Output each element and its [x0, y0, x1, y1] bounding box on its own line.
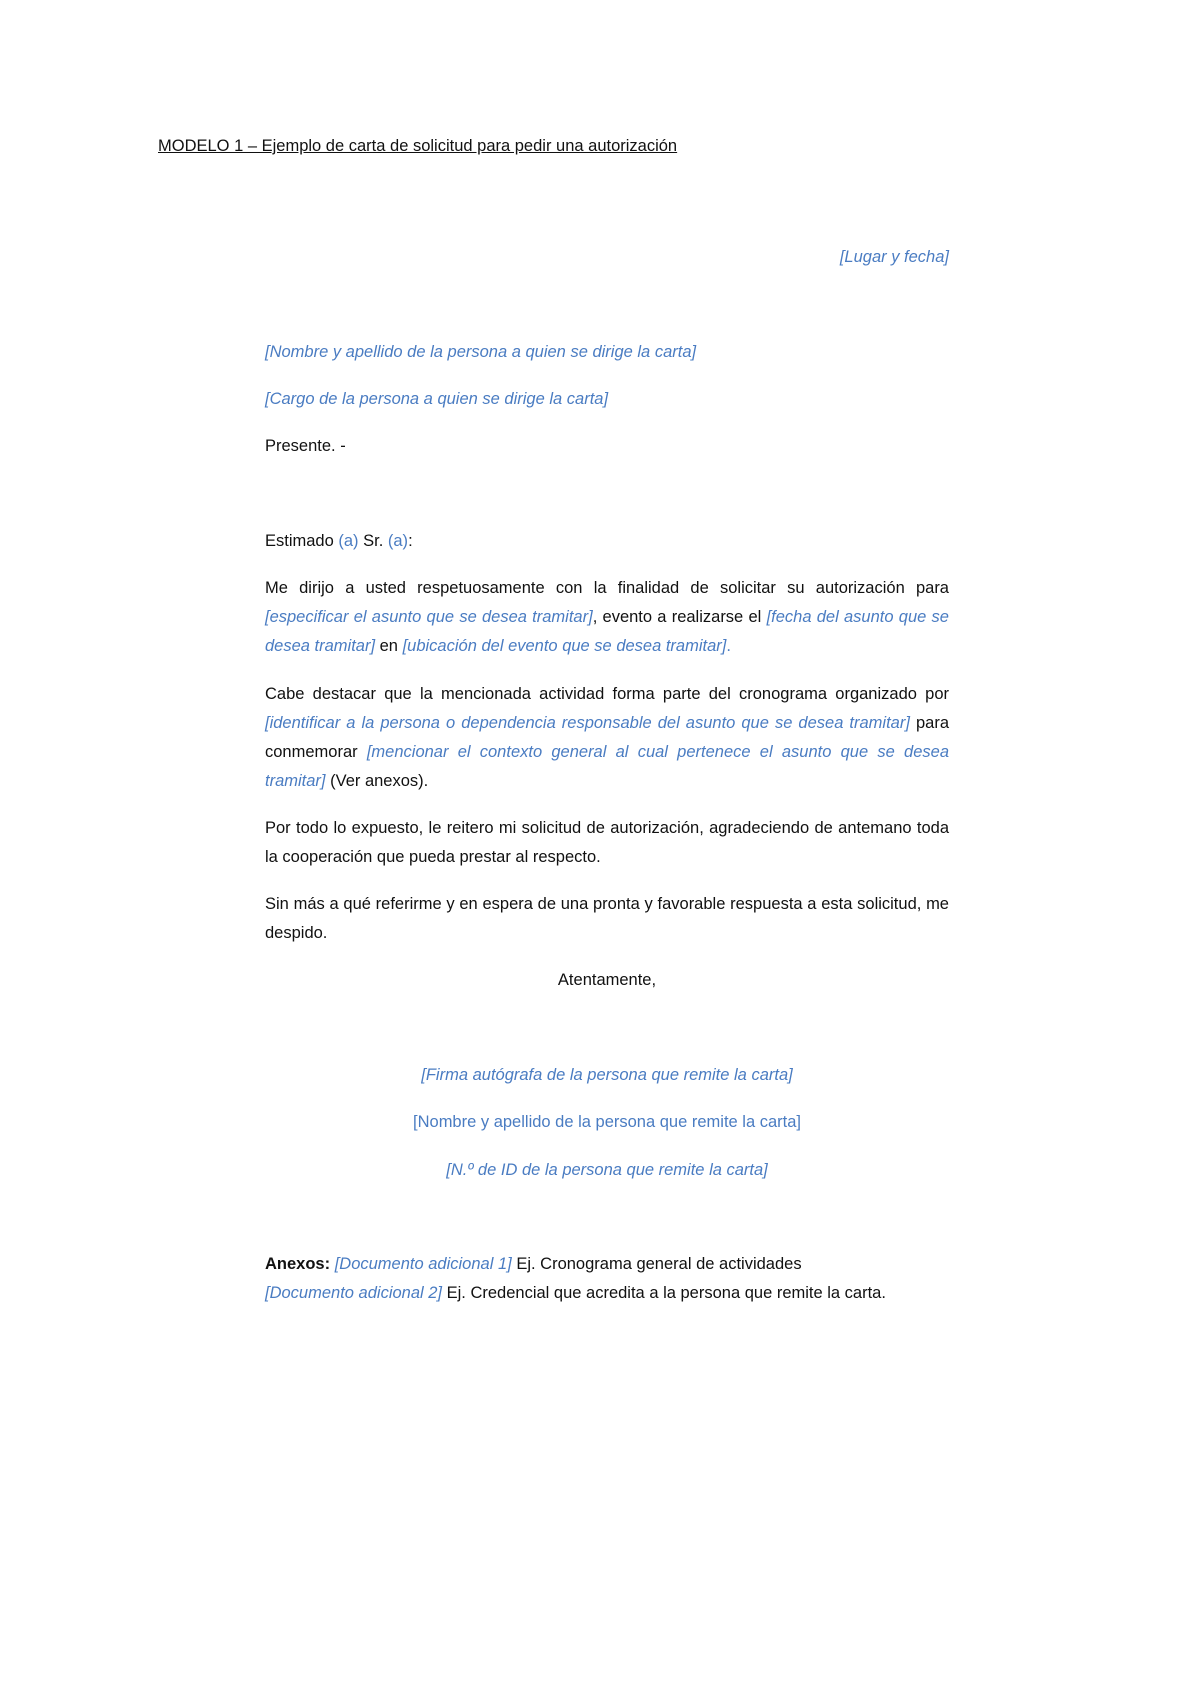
- greeting-text: Sr.: [358, 532, 388, 550]
- greeting: [265, 527, 413, 556]
- annex-1-placeholder: [Documento adicional 1]: [334, 1255, 512, 1273]
- text: Me dirijo a usted respetuosamente con la finalidad de solicitar su autorización para: [265, 579, 949, 597]
- greeting-text: :: [408, 532, 413, 550]
- place-date-placeholder: [Lugar y fecha]: [839, 248, 949, 266]
- closing: Atentamente,: [557, 971, 657, 989]
- annexes-label: Anexos:: [265, 1255, 331, 1273]
- paragraph-2: [265, 680, 949, 796]
- text: Cabe destacar que la mencionada actividad forma parte del cronograma organizado por: [265, 685, 949, 703]
- text: (Ver anexos).: [325, 772, 429, 790]
- paragraph-1: [265, 574, 949, 661]
- annex-2-placeholder: [Documento adicional 2]: [265, 1284, 443, 1302]
- sender-id-placeholder: [N.º de ID de la persona que remite la carta]: [446, 1161, 768, 1179]
- text: , evento a realizarse el: [592, 608, 767, 626]
- paragraph-4: Sin más a qué referirme y en espera de una pronta y favorable respuesta a esta solicitud, me despido.: [265, 895, 949, 942]
- text: .: [726, 637, 731, 655]
- recipient-role-placeholder: [Cargo de la persona a quien se dirige la carta]: [265, 390, 609, 408]
- greeting-placeholder: (a): [387, 532, 409, 550]
- paragraph-3: Por todo lo expuesto, le reitero mi solicitud de autorización, agradeciendo de antemano toda la cooperación que pueda prestar al respecto.: [265, 819, 949, 866]
- placeholder: [identificar a la persona o dependencia responsable del asunto que se desea tramitar]: [265, 714, 910, 732]
- sender-name-placeholder: [Nombre y apellido de la persona que remite la carta]: [413, 1113, 801, 1131]
- text: en: [375, 637, 403, 655]
- document-title: MODELO 1 – Ejemplo de carta de solicitud para pedir una autorización: [158, 137, 678, 155]
- placeholder: [fecha del asunto que se desea tramitar]: [265, 608, 949, 655]
- placeholder: [ubicación del evento que se desea tramitar]: [402, 637, 727, 655]
- placeholder: [mencionar el contexto general al cual pertenece el asunto que se desea tramitar]: [265, 743, 949, 790]
- recipient-name-placeholder: [Nombre y apellido de la persona a quien se dirige la carta]: [265, 343, 697, 361]
- signature-placeholder: [Firma autógrafa de la persona que remite la carta]: [421, 1066, 793, 1084]
- placeholder: [especificar el asunto que se desea tramitar]: [265, 608, 593, 626]
- greeting-placeholder: (a): [338, 532, 359, 550]
- annex-2-description: Ej. Credencial que acredita a la persona que remite la carta.: [442, 1284, 886, 1302]
- annex-1-description: Ej. Cronograma general de actividades: [511, 1255, 802, 1273]
- presente-line: Presente. -: [265, 437, 346, 455]
- text: para conmemorar: [265, 714, 949, 761]
- annexes: [265, 1250, 949, 1308]
- greeting-text: Estimado: [265, 532, 339, 550]
